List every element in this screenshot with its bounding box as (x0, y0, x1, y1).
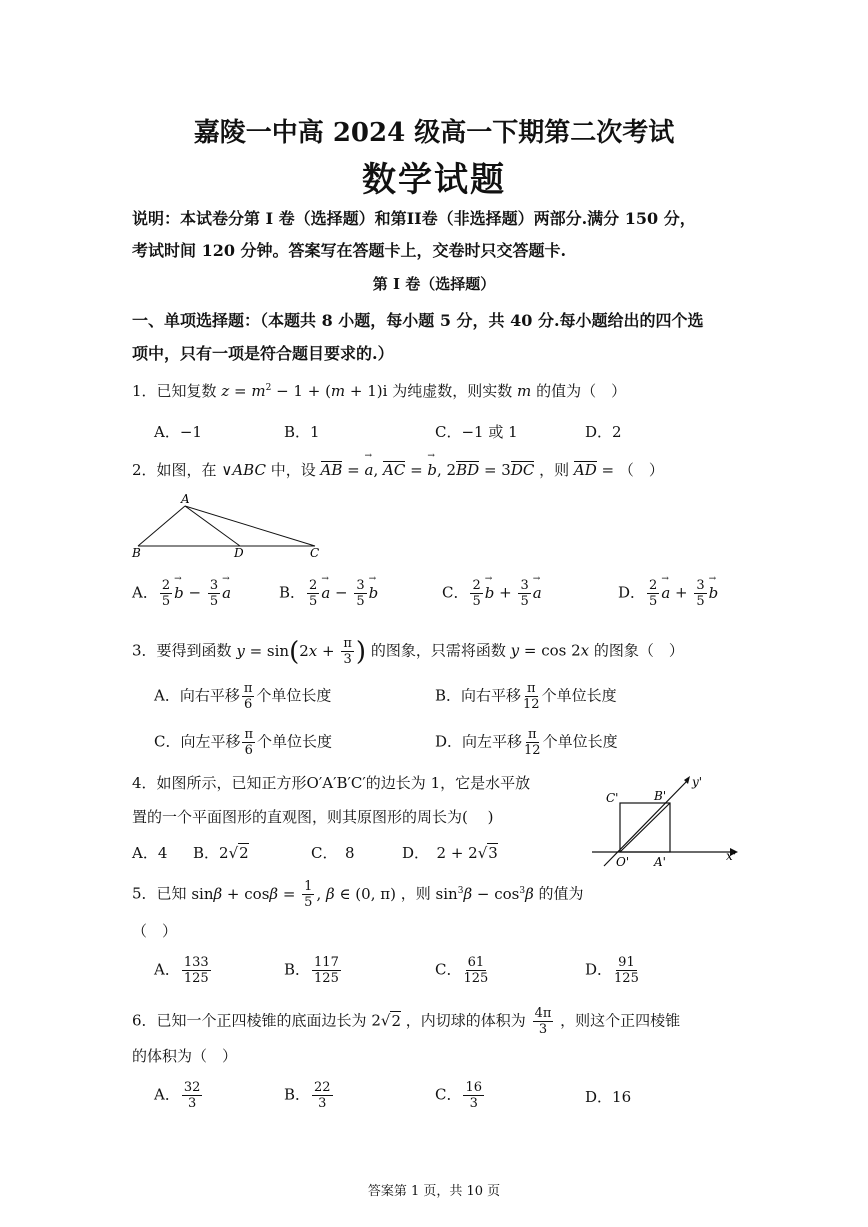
q6-mid: ，内切球的体积为 (405, 1011, 526, 1030)
q2-label-c: C (310, 546, 320, 559)
q3-formula-2: y = cos 2x (510, 641, 590, 660)
q2-tail: （ ） (618, 461, 664, 479)
instructions-line-2: 考试时间 120 分钟。答案写在答题卡上，交卷时只交答题卡. (132, 241, 567, 260)
q3-end: 的图象（ ） (593, 641, 684, 660)
q4-label-b: B' (654, 789, 667, 803)
q3-option-c[interactable]: C．向左平移 $\frac{\pi}{6}$ 个单位长度 (154, 727, 333, 758)
q4-label-x: x' (726, 849, 737, 863)
q3-formula-1: y = sin(2x + $\frac{\pi}{3}$ ) (236, 636, 367, 667)
question-1: 1．已知复数 $z = m^2 - 1 + (m + 1)i$ 为纯虚数，则实数 m 的值为（ ） (132, 382, 627, 400)
question-6 (132, 1006, 680, 1037)
question-4-line-1: 4．如图所示，已知正方形O′A′B′C′的边长为 1，它是水平放 (132, 774, 531, 792)
q4-label-c: C' (606, 791, 619, 805)
question-6-line-2: 的体积为（ ） (132, 1047, 238, 1065)
q1-option-c[interactable]: C．−1 或 1 (435, 423, 518, 441)
q2-label-a: A (181, 493, 190, 506)
q6-volume: $\frac{4\pi}{3}$ (534, 1006, 552, 1037)
section-title: 第 I 卷（选择题） (372, 275, 496, 293)
q1-end: 的值为（ ） (536, 382, 627, 400)
q6-option-d[interactable]: D．16 (585, 1088, 632, 1106)
q3-option-d[interactable]: D．向左平移 $\frac{\pi}{12}$ 个单位长度 (435, 727, 618, 758)
question-5 (132, 879, 584, 910)
q5-prefix: 5．已知 (132, 884, 187, 903)
q2-triangle: ∨ABC (221, 461, 266, 479)
q2-triangle-figure (130, 493, 330, 559)
instructions-line-1: 说明：本试卷分第 I 卷（选择题）和第II卷（非选择题）两部分.满分 150 分， (132, 209, 696, 228)
q2-option-c[interactable]: C． $\frac{2}{5}$ → b + $\frac{3}{5}$ → a (442, 578, 542, 609)
q6-option-c[interactable]: C． $\frac{16}{3}$ (435, 1080, 483, 1111)
q1-option-a[interactable]: A．−1 (154, 423, 202, 441)
q3-option-a[interactable]: A．向右平移 $\frac{\pi}{6}$ 个单位长度 (154, 681, 332, 712)
q2-label-b: B (132, 546, 141, 559)
q2-vectors: AB = → a, AC = → b, 2BD = 3DC (321, 461, 535, 479)
q3-prefix: 3．要得到函数 (132, 641, 232, 660)
q6-prefix: 6．已知一个正四棱锥的底面边长为 (132, 1011, 367, 1030)
q2-mid: 中，设 (270, 461, 316, 479)
q6-option-b[interactable]: B． $\frac{22}{3}$ (284, 1080, 331, 1111)
q5-option-b[interactable]: B． $\frac{117}{125}$ (284, 955, 339, 986)
q2-option-a[interactable]: A． $\frac{2}{5}$ → b − $\frac{3}{5}$ → a (132, 578, 231, 609)
exam-title: 嘉陵一中高 2024 级高一下期第二次考试 (193, 118, 675, 148)
question-3 (132, 636, 684, 667)
question-2: 2．如图，在 ∨ABC 中，设 AB = → a, AC = → b, 2BD = 3DC ，则 AD = （ ） (132, 459, 664, 480)
part1-heading-line-2: 项中，只有一项是符合题目要求的.） (132, 344, 394, 363)
q6-option-a[interactable]: A． $\frac{32}{3}$ (154, 1080, 201, 1111)
q1-option-b[interactable]: B．1 (284, 423, 320, 441)
q2-option-b[interactable]: B． $\frac{2}{5}$ → a − $\frac{3}{5}$ → b (279, 578, 378, 609)
q5-option-a[interactable]: A． $\frac{133}{125}$ (154, 955, 209, 986)
q4-option-b[interactable]: B．2√2 (193, 844, 249, 862)
q2-end: ，则 (539, 461, 570, 479)
q2-option-d[interactable]: D． $\frac{2}{5}$ → a + $\frac{3}{5}$ → b (618, 578, 718, 609)
page-footer: 答案第 1 页，共 10 页 (367, 1184, 501, 1199)
question-4-line-2: 置的一个平面图形的直观图，则其原图形的周长为( ) (132, 808, 494, 826)
q5-formula-1: sinβ + cosβ = $\frac{1}{5}$ , β ∈ (0, π) (191, 879, 396, 910)
q2-prefix: 2．如图，在 (132, 461, 217, 479)
q5-option-c[interactable]: C． $\frac{61}{125}$ (435, 955, 489, 986)
q3-option-b[interactable]: B．向右平移 $\frac{\pi}{12}$ 个单位长度 (435, 681, 617, 712)
q4-label-y: y' (692, 775, 703, 789)
q2-label-d: D (234, 546, 244, 559)
exam-subtitle: 数学试题 (362, 160, 506, 200)
q4-square-figure (592, 772, 752, 868)
q1-suffix: 为纯虚数，则实数 (392, 382, 513, 400)
q5-blank: （ ） (132, 922, 178, 940)
q5-formula-2: $\sin^3\beta - \cos^3\beta$ (435, 884, 534, 903)
q4-option-d[interactable]: D． 2 + 2√3 (402, 844, 498, 862)
q6-end: ，则这个正四棱锥 (560, 1011, 681, 1030)
q6-edge: 2√2 (371, 1011, 401, 1030)
q5-tail: 的值为 (538, 884, 584, 903)
q1-formula: $z = m^2 - 1 + (m + 1)i$ (221, 382, 388, 400)
q4-label-a: A' (654, 855, 666, 868)
q4-label-o: O' (616, 855, 630, 868)
part1-heading-line-1: 一、单项选择题：（本题共 8 小题，每小题 5 分，共 40 分.每小题给出的四个选 (132, 311, 704, 330)
q1-prefix: 1．已知复数 (132, 382, 217, 400)
q2-ad: AD (573, 461, 597, 479)
q5-end: ，则 (400, 884, 431, 903)
q4-option-c[interactable]: C． 8 (311, 844, 355, 862)
q3-mid: 的图象，只需将函数 (370, 641, 506, 660)
q1-option-d[interactable]: D．2 (585, 423, 622, 441)
q5-option-d[interactable]: D． $\frac{91}{125}$ (585, 955, 639, 986)
q4-option-a[interactable]: A．4 (132, 844, 168, 862)
